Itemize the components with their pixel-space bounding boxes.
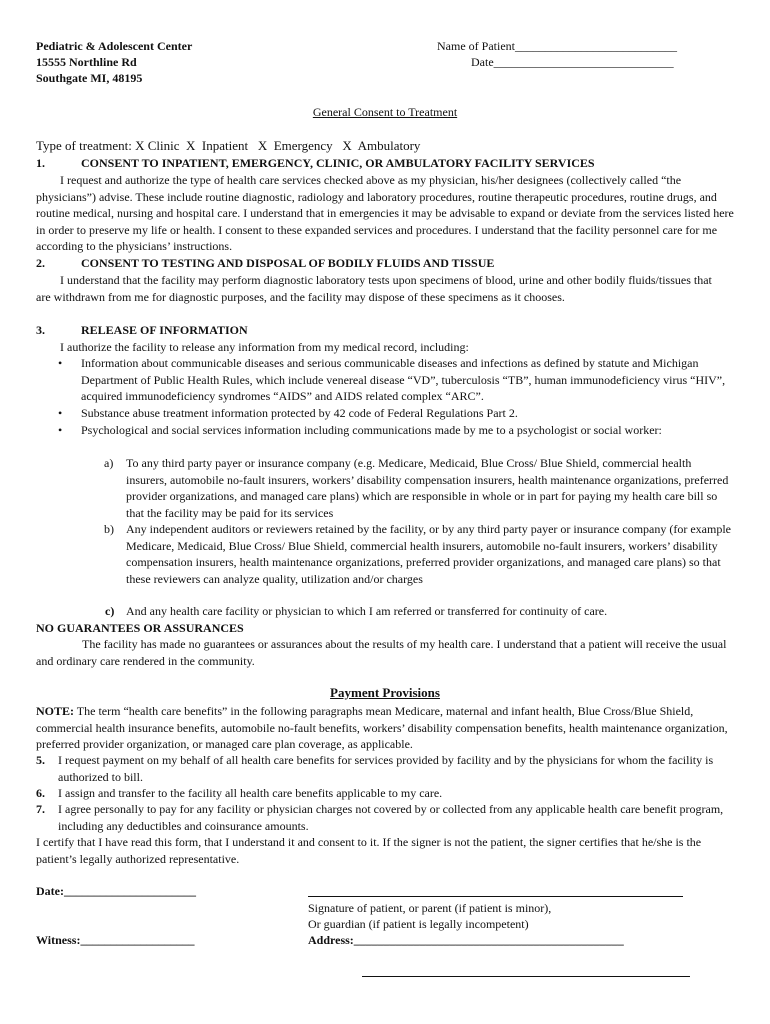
signature-line[interactable] [308,896,683,897]
patient-name-field[interactable]: Name of Patient___________________________ [437,39,677,53]
sub-a-label: a) [104,456,114,470]
bullet-1-text: Information about communicable diseases and serious communicable diseases and infections as defined by statute and Michigan Department of Public Health Rules, which include venereal disease “VD”, tuberculosis “TB”, human immunodeficiency virus “HIV”, acquired immunodeficiency syndromes “AIDS” and AIDS related complex “ARC”. [81,356,726,403]
org-name: Pediatric & Adolescent Center [36,39,193,53]
section-3-number: 3. [36,323,45,337]
bullet-3-dot: • [58,423,63,437]
sub-b-label: b) [104,522,114,536]
item-6-number: 6. [36,786,45,800]
section-1-heading: CONSENT TO INPATIENT, EMERGENCY, CLINIC, OR AMBULATORY FACILITY SERVICES [81,156,595,170]
section-2-heading: CONSENT TO TESTING AND DISPOSAL OF BODILY FLUIDS AND TISSUE [81,256,495,270]
address-line-2[interactable] [362,976,690,977]
payment-note-label: NOTE: [36,704,75,718]
bullet-2-dot: • [58,406,63,420]
date-field[interactable]: Date:______________________ [36,884,196,898]
form-title: General Consent to Treatment [312,105,458,119]
sub-a-text: To any third party payer or insurance company (e.g. Medicare, Medicaid, Blue Cross/ Blue Shield, commercial health insurers, automobile no-fault insurers, workers’ disability compensation insurers, health maintenance organizations, preferred provider organizations, and managed care plans) which are responsible in whole or in part for paying my health care bill so that the facility may be paid for its services [126,456,729,520]
address-field[interactable]: Address:_____________________________________________ [308,933,624,947]
payment-title: Payment Provisions [330,685,440,700]
bullet-2-text: Substance abuse treatment information protected by 42 code of Federal Regulations Part 2. [81,406,518,420]
section-1-body: I request and authorize the type of health care services checked above as my physician, his/her designees (collectively called “the physicians”) advise. These include routine diagnostic, radiology and laboratory procedures, routine therapeutic procedures, routine drugs, and routine medical, nursing and hospital care. I understand that in emergencies it may be advisable to expand or deviate from the services listed here in order to preserve my life or health. I consent to these expanded services and procedures. I understand that the facility personnel care for me according to the physicians’ instructions. [36,173,734,253]
sub-c-label: c) [105,604,115,618]
patient-date-field[interactable]: Date______________________________ [471,55,674,69]
signature-caption-1: Signature of patient, or parent (if patient is minor), [308,901,552,915]
witness-field[interactable]: Witness:___________________ [36,933,195,947]
guarantees-heading: NO GUARANTEES OR ASSURANCES [36,621,244,635]
sub-b-text: Any independent auditors or reviewers retained by the facility, or by any third party payer or insurance company (for example Medicare, Medicaid, Blue Cross/ Blue Shield, commercial health insurers, automobile no-fault insurers, workers’ disability compensation insurers, health maintenance organizations, preferred provider organizations, and managed care plans) so that these reviewers can analyze quality, utilization and/or charges [126,522,732,586]
sub-c-text: And any health care facility or physician to which I am referred or transferred for continuity of care. [126,604,608,618]
section-3-intro: I authorize the facility to release any information from my medical record, including: [60,340,469,354]
guarantees-body: The facility has made no guarantees or assurances about the results of my health care. I understand that a patient will receive the usual and ordinary care rendered in the community. [36,637,727,668]
section-2-number: 2. [36,256,45,270]
bullet-3-text: Psychological and social services information including communications made by me to a psychologist or social worker: [81,423,662,437]
item-7-number: 7. [36,802,45,816]
item-5-number: 5. [36,753,45,767]
org-address-line1: 15555 Northline Rd [36,55,137,69]
payment-note [36,703,736,753]
section-1-number: 1. [36,156,45,170]
payment-note-text: The term “health care benefits” in the following paragraphs mean Medicare, maternal and infant health, Blue Cross/Blue Shield, commercial health insurance benefits, automobile no-fault benefits, workers’ disability compensation benefits, health maintenance organization, preferred provider organization, or managed care plan coverage, as applicable. [36,704,728,751]
signature-caption-2: Or guardian (if patient is legally incompetent) [308,917,529,931]
section-2-body: I understand that the facility may perform diagnostic laboratory tests upon specimens of blood, urine and other bodily fluids/tissues that are withdrawn from me for diagnostic purposes, and the facility may dispose of these specimens as it chooses. [36,273,712,304]
item-6-text: I assign and transfer to the facility all health care benefits applicable to my care. [58,786,443,800]
item-7-text: I agree personally to pay for any facility or physician charges not covered by or collected from any applicable health care benefit program, including any deductibles and coinsurance amounts. [58,802,724,833]
certify-statement: I certify that I have read this form, that I understand it and consent to it. If the signer is not the patient, the signer certifies that he/she is the patient’s legally authorized representative. [36,835,702,866]
bullet-1-dot: • [58,356,63,370]
treatment-type: Type of treatment: X Clinic X Inpatient X Emergency X Ambulatory [36,138,421,153]
item-5-text: I request payment on my behalf of all health care benefits for services provided by facility and by the physicians for whom the facility is authorized to bill. [58,753,714,784]
section-3-heading: RELEASE OF INFORMATION [81,323,248,337]
org-address-line2: Southgate MI, 48195 [36,71,143,85]
